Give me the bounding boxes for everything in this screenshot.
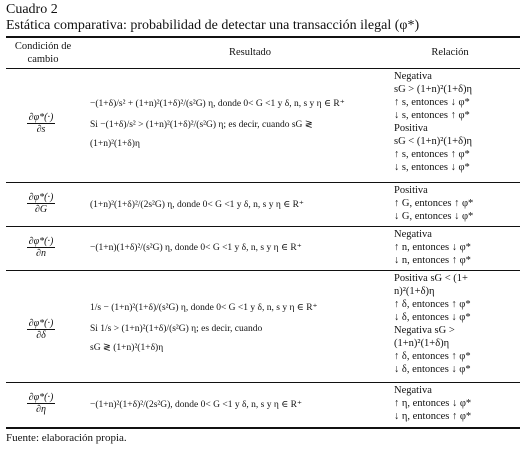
relation-line: Positiva	[394, 123, 428, 134]
result-line: Si −(1+δ)/s² > (1+n)²(1+δ)²/(s²G) η; es decir, cuando sG ≷	[90, 120, 313, 130]
result-line: (1+n)²(1+δ)η	[90, 139, 140, 149]
header-rule	[6, 68, 520, 69]
header-condition: Condición de cambio	[14, 41, 72, 65]
table-label: Cuadro 2	[6, 2, 58, 17]
relation-line: n)²(1+δ)η	[394, 286, 435, 297]
table-source-note: Fuente: elaboración propia.	[6, 432, 127, 444]
result-dG	[90, 199, 304, 212]
condition-dn: $\frac{\partial\varphi*(\cdot)}{\partial n}$	[28, 236, 54, 259]
relation-line: Positiva	[394, 185, 428, 196]
result-deta	[90, 399, 302, 412]
relation-line: ↓ n, entonces ↑ φ*	[394, 255, 471, 266]
relation-line: ↓ δ, entonces ↓ φ*	[394, 312, 471, 323]
condition-ddelta: $\frac{\partial\varphi*(\cdot)}{\partial\delta}$	[28, 318, 54, 341]
result-line: sG ≷ (1+n)²(1+δ)η	[90, 343, 164, 353]
result-line: Si 1/s > (1+n)²(1+δ)/(s²G) η; es decir, cuando	[90, 324, 263, 334]
relation-line: Positiva sG < (1+	[394, 273, 468, 284]
row-divider	[6, 182, 520, 183]
relation-line: sG > (1+n)²(1+δ)η	[394, 84, 473, 95]
result-dn	[90, 242, 302, 255]
relation-line: Negativa	[394, 71, 432, 82]
row-divider	[6, 382, 520, 383]
relation-dn	[394, 228, 471, 267]
relation-line: ↓ δ, entonces ↓ φ*	[394, 364, 471, 375]
header-result: Resultado	[229, 47, 271, 58]
relation-line: ↑ G, entonces ↑ φ*	[394, 198, 474, 209]
header-relation: Relación	[431, 47, 469, 58]
relation-dG	[394, 184, 473, 223]
relation-line: Negativa sG >	[394, 325, 455, 336]
relation-line: ↑ n, entonces ↓ φ*	[394, 242, 471, 253]
condition-deta: $\frac{\partial\varphi*(\cdot)}{\partial\eta}$	[28, 392, 54, 415]
result-ddelta	[90, 302, 318, 355]
relation-line: ↑ δ, entonces ↑ φ*	[394, 299, 471, 310]
relation-line: ↓ s, entonces ↑ φ*	[394, 110, 470, 121]
relation-deta	[394, 384, 471, 423]
table-title: Estática comparativa: probabilidad de detectar una transacción ilegal (φ*)	[6, 18, 420, 33]
relation-line: ↑ s, entonces ↓ φ*	[394, 97, 470, 108]
row-divider	[6, 226, 520, 227]
condition-ds: $\frac{\partial\varphi*(\cdot)}{\partial s}$	[28, 112, 54, 135]
result-line: 1/s − (1+n)²(1+δ)/(s²G) η, donde 0< G <1 y δ, n, s y η ∈ R⁺	[90, 303, 318, 313]
result-line: −(1+n)²(1+δ)²/(2s²G), donde 0< G <1 y δ, n, s y η ∈ R⁺	[90, 400, 302, 410]
relation-line: ↓ G, entonces ↓ φ*	[394, 211, 474, 222]
result-ds	[90, 98, 345, 151]
row-divider	[6, 270, 520, 271]
relation-ds	[394, 70, 472, 174]
result-line: (1+n)²(1+δ)²/(2s²G) η, donde 0< G <1 y δ, n, s y η ∈ R⁺	[90, 200, 304, 210]
top-rule	[6, 36, 520, 38]
relation-line: (1+n)²(1+δ)η	[394, 338, 450, 349]
relation-line: ↓ η, entonces ↑ φ*	[394, 411, 472, 422]
relation-line: Negativa	[394, 385, 432, 396]
relation-line: ↓ s, entonces ↓ φ*	[394, 162, 470, 173]
relation-ddelta	[394, 272, 471, 376]
relation-line: Negativa	[394, 229, 432, 240]
bottom-rule	[6, 427, 520, 429]
condition-dG: $\frac{\partial\varphi*(\cdot)}{\partial G}$	[28, 192, 54, 215]
result-line: −(1+δ)/s² + (1+n)²(1+δ)²/(s²G) η, donde 0< G <1 y δ, n, s y η ∈ R⁺	[90, 99, 345, 109]
relation-line: sG < (1+n)²(1+δ)η	[394, 136, 473, 147]
result-line: −(1+n)(1+δ)²/(s²G) η, donde 0< G <1 y δ, n, s y η ∈ R⁺	[90, 243, 302, 253]
relation-line: ↑ δ, entonces ↑ φ*	[394, 351, 471, 362]
relation-line: ↑ η, entonces ↓ φ*	[394, 398, 472, 409]
relation-line: ↑ s, entonces ↑ φ*	[394, 149, 470, 160]
